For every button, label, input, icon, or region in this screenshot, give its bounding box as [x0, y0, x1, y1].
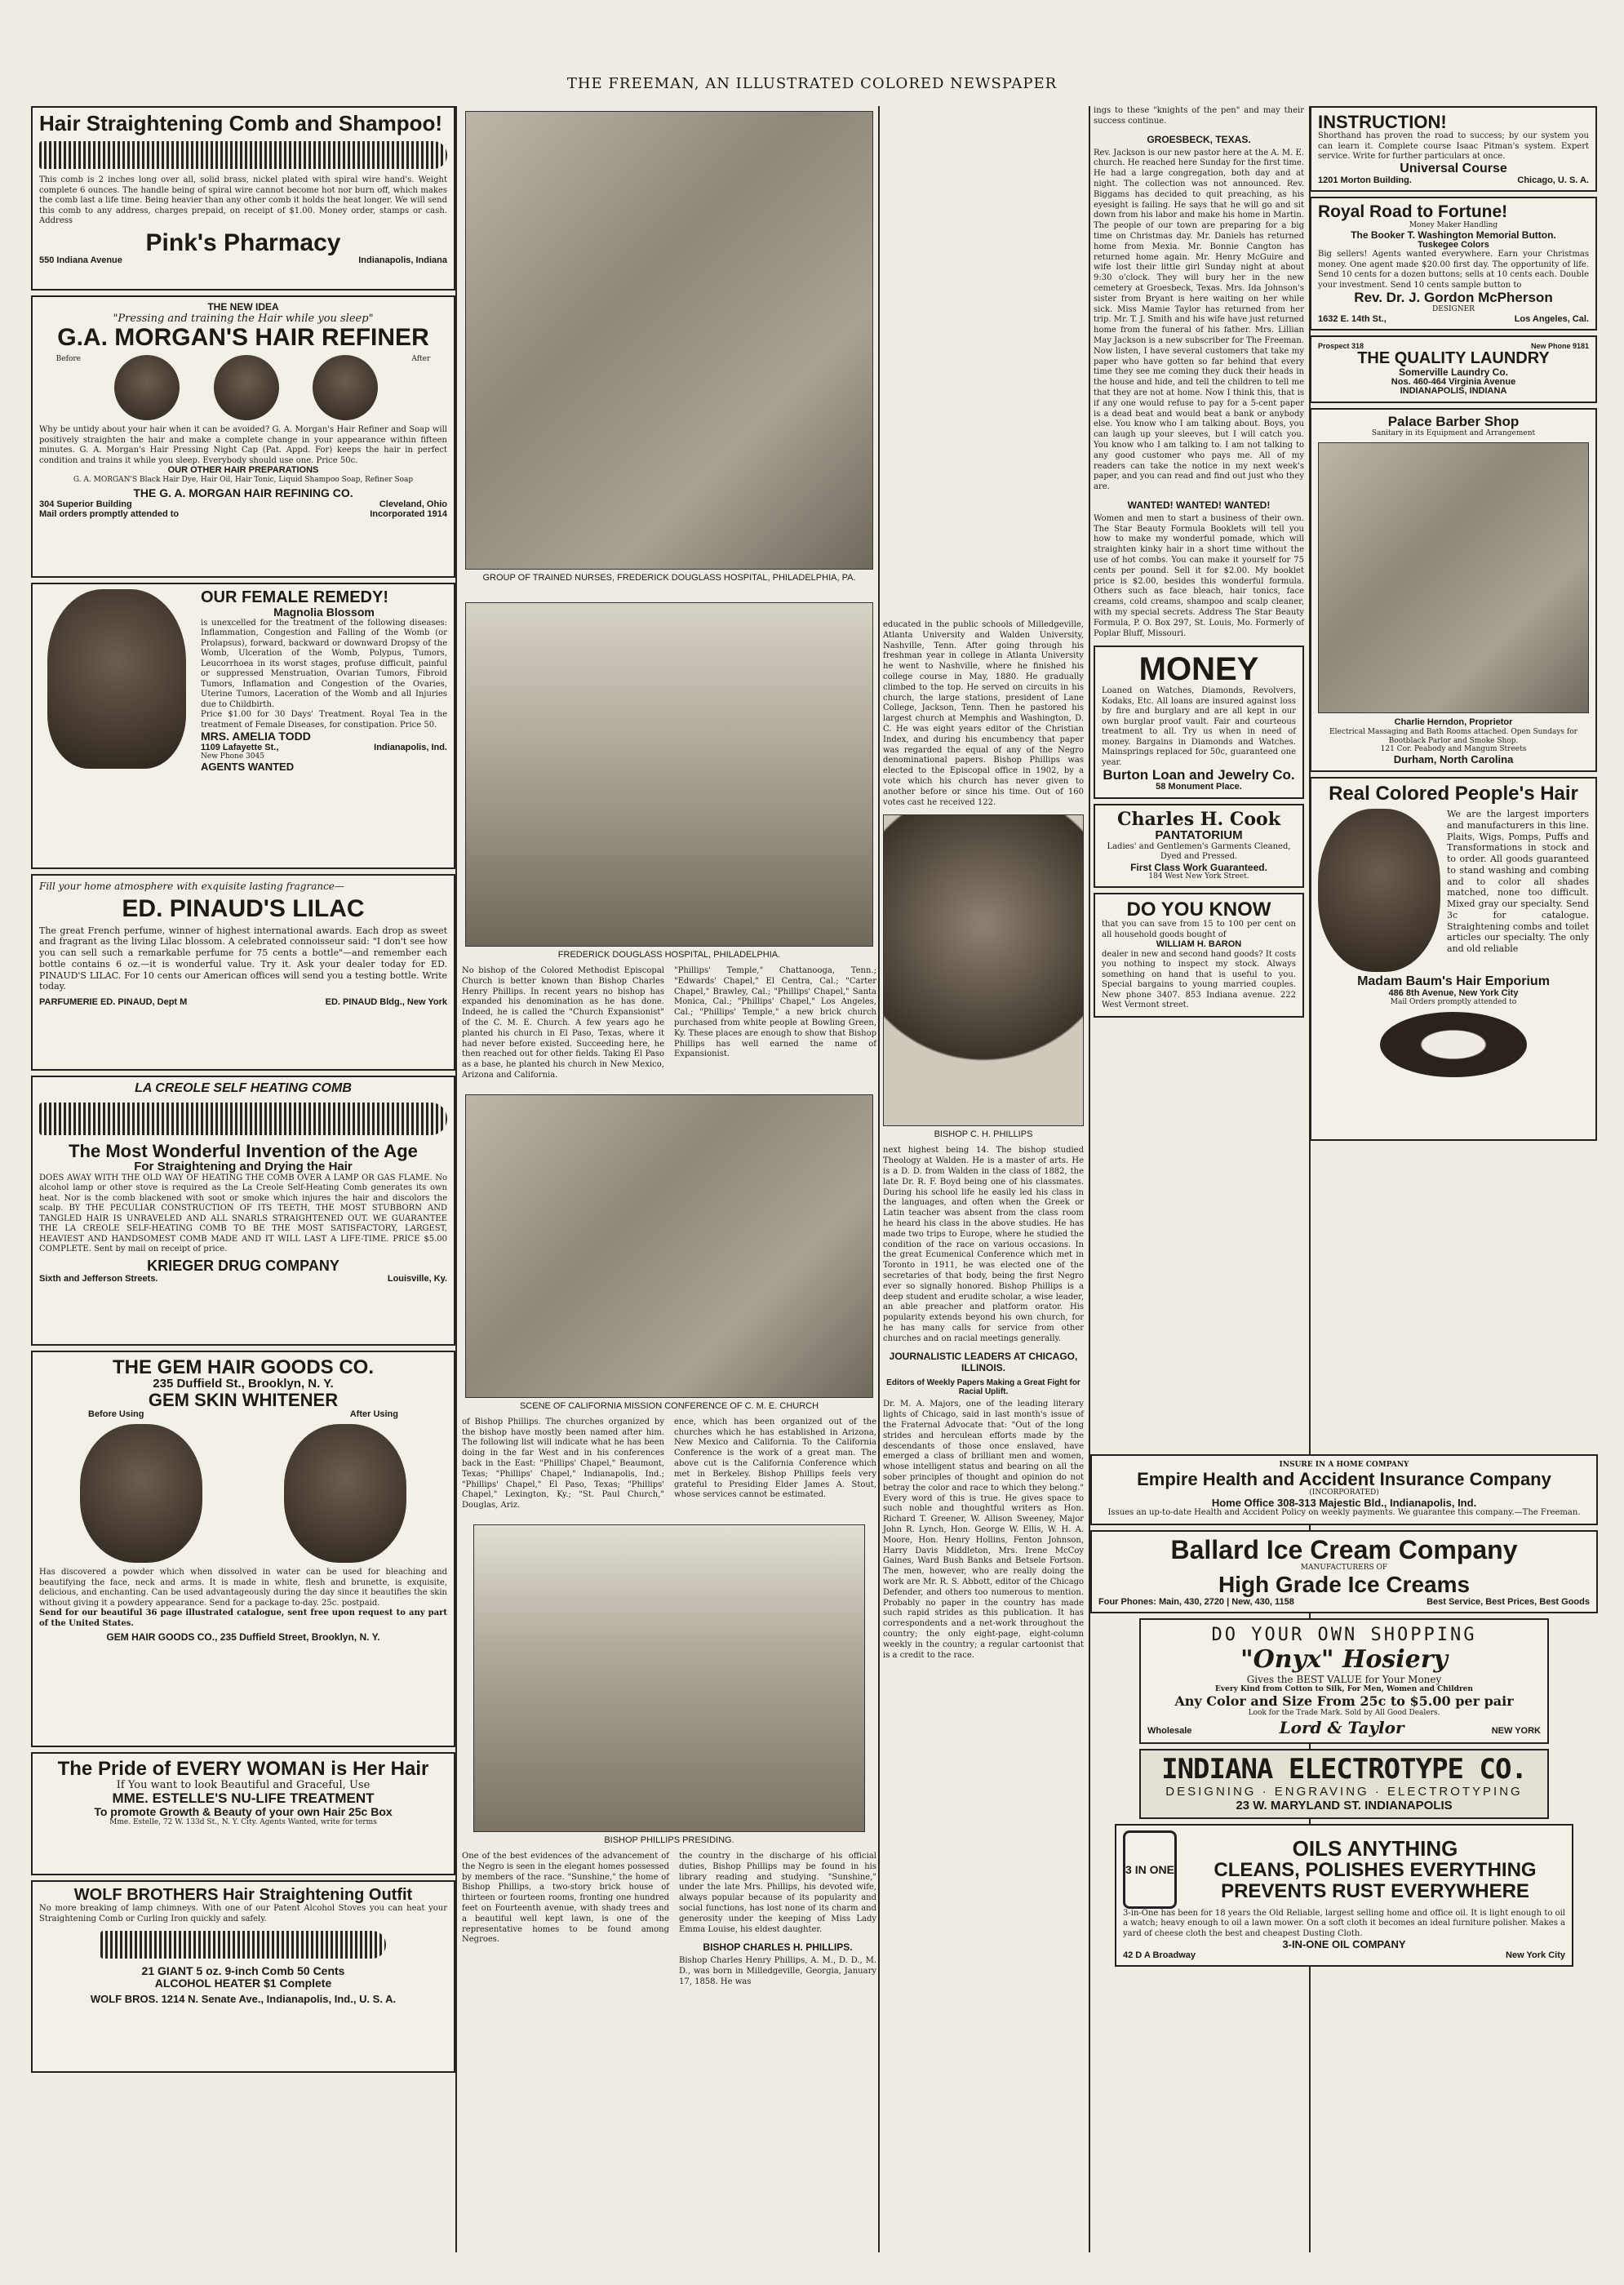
ad-product: The Booker T. Washington Memorial Button. — [1351, 229, 1556, 242]
ad-line: PREVENTS RUST EVERYWHERE — [1221, 1879, 1529, 1902]
ad-office: Home Office 308-313 Majestic Bld., Indianapolis, Ind. — [1211, 1496, 1477, 1509]
ad-gem-hair-goods — [31, 1351, 455, 1747]
ad-sub: Magnolia Blossom — [273, 606, 375, 619]
nurses-group-photo — [465, 111, 873, 570]
ad-body: Ladies' and Gentlemen's Garments Cleaned, Dyed and Pressed. — [1107, 841, 1291, 862]
ad-title: Hair Straightening Comb and Shampoo! — [39, 111, 443, 135]
ad-sub: Money Maker Handling — [1409, 221, 1498, 230]
ad-phones: Four Phones: Main, 430, 2720 | New, 430, 1158 — [1098, 1596, 1294, 1607]
ad-footer: WOLF BROS. 1214 N. Senate Ave., Indianapolis, Ind., U. S. A. — [90, 1993, 397, 2006]
ad-address: 1109 Lafayette St., — [201, 742, 279, 752]
ad-address: 304 Superior Building — [39, 499, 132, 510]
ad-address: 42 D A Broadway — [1123, 1950, 1196, 1961]
ad-footer: GEM HAIR GOODS CO., 235 Duffield Street, Brooklyn, N. Y. — [106, 1631, 380, 1644]
ad-title: DO YOU KNOW — [1126, 898, 1271, 921]
ad-title: The Pride of EVERY WOMAN is Her Hair — [57, 1758, 429, 1780]
ad-inc: Incorporated 1914 — [370, 509, 447, 520]
ad-name: Charlie Herndon, Proprietor — [1394, 717, 1513, 728]
ad-price: Any Color and Size From 25c to $5.00 per pair — [1174, 1693, 1514, 1710]
ad-title: Charles H. Cook — [1117, 808, 1280, 830]
ad-brand: "Onyx" Hosiery — [1240, 1644, 1448, 1674]
ad-lead: If You want to look Beautiful and Graceful, Use — [116, 1779, 371, 1792]
ad-empire-insurance — [1090, 1454, 1598, 1525]
ad-title: OUR FEMALE REMEDY! — [201, 588, 388, 606]
residence-photo — [473, 1524, 865, 1832]
ad-kicker: INSURE IN A HOME COMPANY — [1279, 1461, 1409, 1469]
ad-sub: PANTATORIUM — [1155, 827, 1243, 842]
ad-indiana-electrotype — [1139, 1749, 1549, 1819]
ad-estelle-nu-life — [31, 1752, 455, 1875]
ad-kicker: THE NEW IDEA — [207, 301, 279, 313]
comb-illustration — [39, 141, 447, 169]
ad-baron-goods — [1094, 893, 1304, 1018]
ad-instruction — [1310, 106, 1597, 192]
ad-body: Loaned on Watches, Diamonds, Revolvers, Kodaks, Etc. All loans are insured against loss by fire and burglary and are all kept in our own burglar proof vault. Fair and courteous treatment to all. Try us when in need of money. Bargains in Diamonds and Watches. Mainsprings replaced for 50c, guaranteed one year. — [1102, 686, 1296, 767]
article-text: Rev. Jackson is our new pastor here at the A. M. E. church. He reached here Sunday for the first time. He had a large congregation, both day and at night. The collection was not announced. Rev. Biggams has decided to quit preaching, as his eyesight is failing. He says that he will go and sit down from his labor and make his home in Martin. The people of our town are preparing for a big time on Christmas day. Mr. Daniels has returned home from Mexia. Mr. Bonnie Cangton has returned home again. Mr. Henry McGuire and wife lost their little girl Sunday night at about 9:30 o'clock. They will bury her in the new cemetery at Groesbeck, Texas. Mrs. Ida Johnson's sister from Bryant is here waiting on her while sick. Miss Mamie Taylor has returned from her trip. Mr. T. J. Smith and his wife have just returned home from the funeral of his father. Mrs. Lillian May Jackson is a new subscriber for The Freeman. Now listen, I have several customers that take my paper who have gotten so far behind that every time they see me coming they duck their heads in the house and hide, and tell the children to tell me that they are not at home. Now I think this, that is if any one would refuse to pay for a 5-cent paper is a dead beat and would beat a bank or anybody else. You know who I am talking about. Boys, you can laugh up your sleeves, but I will catch you. You know who I am talking to. I am not talking to any good customer who pays me. All of my readers can take the notice in my next week's paper, and you can read and find out just who they are. — [1094, 148, 1304, 492]
ad-pinaud-lilac — [31, 874, 455, 1071]
ad-name: Pink's Pharmacy — [145, 228, 341, 256]
ad-services: DESIGNING · ENGRAVING · ELECTROTYPING — [1165, 1784, 1523, 1799]
article-text: ings to these "knights of the pen" and may their success continue. — [1094, 106, 1304, 126]
bishop-portrait — [883, 814, 1084, 1126]
ad-city: Indianapolis, Indiana — [358, 255, 447, 266]
ad-address: 121 Cor. Peabody and Mangum Streets — [1380, 745, 1527, 754]
photo-caption: SCENE OF CALIFORNIA MISSION CONFERENCE OF C. M. E. CHURCH — [519, 1400, 819, 1411]
ad-title: Real Colored People's Hair — [1329, 782, 1578, 805]
ad-company: Madam Baum's Hair Emporium — [1357, 974, 1550, 989]
ad-price: 21 GIANT 5 oz. 9-inch Comb 50 Cents — [141, 1964, 345, 1977]
ad-pinks-pharmacy — [31, 106, 455, 291]
article-text: Dr. M. A. Majors, one of the leading literary lights of Chicago, said in last month's issue of the Fraternal Advocate that: "Out of the long strides and herculean efforts made by the descendants of those once enslaved, have emerged a class of brilliant men and women, whose intelligent status and bearing on all the sober principles of thought and opinion do not betray the color and race to which they belong." Every word of this is true. He gives space to such noble and thoughtful writers as Hon. Richard T. Greener, W. Allison Sweeney, Major John R. Lynch, Hon. George W. Ellis, W. H. A. Moore, Hon. Henry Hollins, Fenton Johnson, Harry Davis Middleton, Mrs. Irene McCoy Gaines, Ward Bush Banks and Betsele Fortson. The men, however, who are really doing the work are Mr. R. S. Abbott, editor of the Chicago Defender, and others too numerous to mention. Probably no paper in the country has made such rapid strides as this publication. It has correspondents and a net-work throughout the country; the only eight-page, eight-column weekly in the country; a regular cartoonist that is a credit to the race. — [883, 1400, 1084, 1660]
ad-three-in-one-oil — [1115, 1824, 1573, 1967]
section-heading: WANTED! WANTED! WANTED! — [1127, 499, 1271, 511]
ad-city: Los Angeles, Cal. — [1514, 314, 1589, 325]
ad-ballard-ice-cream — [1090, 1530, 1598, 1613]
photo-caption: BISHOP PHILLIPS PRESIDING. — [604, 1835, 734, 1845]
ad-more: dealer in new and second hand goods? It costs you nothing to inspect my stock. Always something on hand that is useful to you. Special bargains to young married couples. New phone 3407. 853 Indiana avenue. 222 West Vermont street. — [1102, 949, 1296, 1010]
ad-title: DO YOUR OWN SHOPPING — [1211, 1624, 1477, 1645]
ad-body: Electrical Massaging and Bath Rooms attached. Open Sundays for Bootblack Parlor and Smoke Shop. — [1329, 727, 1577, 745]
ad-line: CLEANS, POLISHES EVERYTHING — [1214, 1859, 1537, 1882]
ad-city: NEW YORK — [1491, 1726, 1541, 1737]
ad-name: WILLIAM H. BARON — [1156, 939, 1242, 950]
ad-footer-left: PARFUMERIE ED. PINAUD, Dept M — [39, 997, 188, 1007]
ad-company: Burton Loan and Jewelry Co. — [1103, 767, 1295, 783]
ad-address: 1632 E. 14th St., — [1318, 314, 1387, 325]
ad-lead: Fill your home atmosphere with exquisite lasting fragrance— — [39, 881, 344, 892]
photo-caption: FREDERICK DOUGLASS HOSPITAL, PHILADELPHIA. — [557, 950, 781, 960]
ad-address: 23 W. MARYLAND ST. INDIANAPOLIS — [1236, 1798, 1453, 1812]
ad-title: The Most Wonderful Invention of the Age — [69, 1140, 418, 1161]
comb-illustration — [39, 1103, 447, 1135]
ad-other-head: OUR OTHER HAIR PREPARATIONS — [167, 465, 319, 476]
ad-product: High Grade Ice Creams — [1218, 1572, 1471, 1598]
ad-title: INDIANA ELECTROTYPE CO. — [1161, 1753, 1527, 1786]
article-text: ence, which has been organized out of the churches which he has established in Arizona, New Mexico and California. To the California Conference is the work of a great man. The above cut is the California Conference which met in Berkeley. Bishop Phillips feels very grateful to Presiding Elder James A. Stout, whose services cannot be estimated. — [674, 1417, 876, 1500]
ad-wholesale: Wholesale — [1147, 1726, 1192, 1737]
ad-title: INSTRUCTION! — [1318, 112, 1447, 132]
wide-advertisements — [1090, 1454, 1598, 1972]
ad-slogan: "Pressing and training the Hair while you sleep" — [113, 312, 374, 325]
ad-city: Louisville, Ky. — [387, 1273, 447, 1284]
ad-body: This comb is 2 inches long over all, solid brass, nickel plated with spiral wire hand's. Weight complete 6 ounces. The handle being of spiral wire cannot become hot nor burn off, which makes the comb last a life time. Being heavier than any other comb it holds the heat longer. We will send this comb to any address, charges prepaid, on receipt of $1.00. Money order, stamps or cash. Address — [39, 175, 447, 226]
before-label: Before Using — [88, 1409, 144, 1420]
ad-mfg: MANUFACTURERS OF — [1300, 1564, 1388, 1573]
ad-palace-barber — [1310, 408, 1597, 772]
photo-caption: GROUP OF TRAINED NURSES, FREDERICK DOUGLASS HOSPITAL, PHILADELPHIA, PA. — [482, 573, 856, 583]
ad-city: New York City — [1506, 1950, 1565, 1961]
ad-mail: Mail Orders promptly attended to — [1390, 998, 1517, 1007]
article-text: Bishop Charles Henry Phillips, A. M., D. D., M. D., was born in Milledgeville, Georgia, January 17, 1858. He was — [679, 1956, 876, 1986]
ad-price: Price $1.00 for 30 Days' Treatment. Royal Tea in the treatment of Female Diseases, for constipation. Price 50. — [201, 710, 447, 730]
ad-title: MONEY — [1138, 651, 1259, 688]
ad-role: DESIGNER — [1432, 305, 1475, 314]
ad-la-creole-comb — [31, 1076, 455, 1346]
ad-madam-baum — [1310, 777, 1597, 1141]
ad-sub: For Straightening and Drying the Hair — [134, 1159, 353, 1174]
ad-title: G.A. MORGAN'S HAIR REFINER — [57, 323, 429, 351]
portrait-image — [284, 1424, 406, 1563]
masthead: THE FREEMAN, AN ILLUSTRATED COLORED NEWSPAPER — [566, 75, 1058, 92]
ad-address: 58 Monument Place. — [1156, 782, 1242, 792]
ad-company: THE G. A. MORGAN HAIR REFINING CO. — [133, 486, 353, 500]
ad-company: Lord & Taylor — [1279, 1718, 1404, 1738]
ad-footer-right: ED. PINAUD Bldg., New York — [325, 997, 447, 1007]
ad-sub: Somerville Laundry Co. — [1398, 366, 1509, 379]
column-advertisements-left — [31, 106, 455, 2078]
ad-body: Issues an up-to-date Health and Accident Policy on weekly payments. We guarantee this company.—The Freeman. — [1107, 1508, 1581, 1518]
photo-caption: BISHOP C. H. PHILLIPS — [934, 1129, 1033, 1140]
ad-title: Palace Barber Shop — [1387, 413, 1520, 429]
barber-shop-photo — [1318, 442, 1589, 713]
ad-promo: To promote Growth & Beauty of your own Hair 25c Box — [94, 1805, 393, 1819]
oil-can-icon: 3 IN ONE — [1123, 1830, 1177, 1909]
ad-line: OILS ANYTHING — [1292, 1836, 1458, 1861]
ad-sub: Sanitary in its Equipment and Arrangement — [1371, 428, 1536, 437]
ad-product: MME. ESTELLE'S NU-LIFE TREATMENT — [112, 1790, 375, 1807]
ad-morgan-hair-refiner — [31, 295, 455, 578]
ad-title: Royal Road to Fortune! — [1318, 202, 1508, 222]
article-text: No bishop of the Colored Methodist Episcopal Church is better known than Bishop Charles Henry Phillips. In recent years no bishop has expanded his denomination as he has done. Indeed, he is called the "Church Expansionist" of the C. M. E. Church. A few years ago he planted his church in El Paso, Texas, where it had never before existed. Succeeding here, he then reached out for other fields. Taking El Paso as a base, he planted his church in New Mexico, Arizona and California. — [462, 966, 664, 1080]
column-bishop-biography — [878, 106, 1089, 1667]
section-heading: BISHOP CHARLES H. PHILLIPS. — [703, 1941, 853, 1954]
ad-cook-pantatorium — [1094, 804, 1304, 888]
ad-colors: Tuskegee Colors — [1418, 239, 1489, 250]
ad-body: that you can save from 15 to 100 per cent on all household goods bought of — [1102, 920, 1296, 939]
ad-body: is unexcelled for the treatment of the following diseases: Inflammation, Congestion and Falling of the Womb (or Prolapsus), forward, backward or downward Dropsy of the Womb, Ulceration of the Womb, Polypus, Tumors, Leucorrhoea in its worst stages, profuse difficult, painful or suppressed Menstruation, Ovarian Tumors, Fibroid Tumors, Inflamation and Congestion of the Ovaries, Uterine Tumors, Laceration of the Womb and all Injuries due to Childbirth. — [201, 618, 447, 709]
article-text: One of the best evidences of the advancement of the Negro is seen in the elegant homes possessed by members of the race. "Sunshine," the home of Bishop Phillips, a two-story brick house of thirteen or fourteen rooms, fronting one hundred feet on Fourteenth avenue, with shady trees and a beautiful well kept lawn, is one of the representative homes to be found among Negroes. — [462, 1851, 669, 1945]
column-bishop-article — [457, 106, 881, 1994]
article-text: educated in the public schools of Milledgeville, Atlanta University and Walden University, Nashville, Tenn. After going through his freshman year in college in Atlanta University he went to Nashville, where he finished his college course in May, 1880. He gradually climbed to the top. He served on circuits in his church, the large stations, president of Lane College, Jackson, Tenn. Then he pastored his largest church at Memphis and Washington, D. C. He was eight years editor of the Christian Index, and during his encumbency that paper was regarded the equal of any of the Negro denominational papers. Bishop Phillips was elected to the Episcopal office in 1902, by a vote which his church has never given to another before or since his time. Out of 160 votes cast he received 122. — [883, 620, 1084, 807]
portrait-image — [313, 355, 378, 420]
portrait-image — [80, 1424, 202, 1563]
article-text: of Bishop Phillips. The churches organized by the bishop have mostly been named after him. The following list will indicate what he has been doing in the far West and in his conferences back in the East: "Phillips' Chapel," Beaumont, Texas; "Phillips' Chapel," Indianapolis, Ind.; "Phillips' Chapel," El Paso, Texas; "Phillips' Chapel," Lexington, Ky.; "St. Paul Church," Douglas, Ariz. — [462, 1417, 664, 1511]
ad-phone: New Phone 3045 — [201, 752, 264, 761]
ad-address: 550 Indiana Avenue — [39, 255, 122, 266]
ad-agents: AGENTS WANTED — [201, 760, 295, 773]
ad-city: Durham, North Carolina — [1393, 753, 1514, 766]
ad-address: 235 Duffield St., Brooklyn, N. Y. — [153, 1377, 334, 1391]
ad-city: Chicago, U. S. A. — [1517, 175, 1589, 186]
ad-address: Sixth and Jefferson Streets. — [39, 1273, 158, 1284]
ad-title: Ballard Ice Cream Company — [1170, 1534, 1518, 1564]
comb-illustration — [100, 1931, 386, 1959]
ad-name: MRS. AMELIA TODD — [201, 730, 311, 743]
ad-inc: (INCORPORATED) — [1309, 1488, 1379, 1497]
ad-footer: Mme. Estelle, 72 W. 133d St., N. Y. City. Agents Wanted, write for terms — [109, 1817, 377, 1826]
ad-quality-laundry — [1310, 335, 1597, 403]
column-local-news — [1089, 106, 1309, 1023]
portrait-row — [39, 355, 447, 420]
ad-burton-loan — [1094, 646, 1304, 798]
hospital-building-photo — [465, 602, 873, 947]
section-subheading: Editors of Weekly Papers Making a Great Fight for Racial Uplift. — [886, 1378, 1080, 1397]
ad-phone: New Phone 9181 — [1530, 342, 1589, 351]
article-text: "Phillips' Temple," Chattanooga, Tenn.; "Edwards' Chapel," El Centra, Cal.; "Carter Chapel," Brawley, Cal.; "Phillips' Chapel," Santa Monica, Cal.; "Phillips' Chapel," Los Angeles, Cal.; "Phillips' Temple," a new brick church purchased from white people at Bowling Green, Ky. These places are enough to show that Bishop Phillips has well earned the name of Expansionist. — [674, 966, 876, 1059]
ad-title: THE QUALITY LAUNDRY — [1357, 349, 1550, 368]
ad-body: We are the largest importers and manufacturers in this line. Plaits, Wigs, Pomps, Puffs and Transformations in stock and to order. All goods guaranteed to stand washing and combing and to color all shades matched, none too difficult. Mixed gray our specialty. Send 3c for catalogue. Straightening combs and toilet articles our specialty. The only and old reliable — [1447, 809, 1589, 955]
portrait-image — [47, 589, 186, 769]
ad-address: 1201 Morton Building. — [1318, 175, 1412, 186]
portrait-image — [1318, 809, 1440, 972]
ad-body: The great French perfume, winner of highest international awards. Each drop as sweet and fragrant as the living Lilac blossom. A celebrated connoisseur said: "I don't see how you can sell such a remarkable perfume for 75 cents a bottle"—and remember each bottle contains 6 oz.—it is wonderful value. Try it. Ask your dealer today for ED. PINAUD'S LILAC. For 10 cents our American offices will send you a testing bottle. Write today. — [39, 925, 447, 992]
ad-address: Nos. 460-464 Virginia Avenue — [1391, 376, 1516, 387]
ad-title: ED. PINAUD'S LILAC — [122, 895, 365, 922]
ad-kind: Every Kind from Cotton to Silk, For Men, Women and Children — [1215, 1684, 1473, 1693]
ad-body: Big sellers! Agents wanted everywhere. Earn your Christmas money. One agent made $20.00 first day. The opportunity of life. Send 10 cents for a dozen buttons; sells at 10 cents each. Double your investment. Send 10 cents sample button to — [1318, 250, 1589, 290]
ad-title: THE GEM HAIR GOODS CO. — [112, 1356, 374, 1378]
ad-title: Empire Health and Accident Insurance Company — [1137, 1468, 1551, 1489]
ad-body: No more breaking of lamp chimneys. With one of our Patent Alcohol Stoves you can heat your Straightening Comb or Curling Iron quickly and safely. — [39, 1904, 447, 1923]
column-advertisements-right — [1310, 106, 1597, 1146]
before-label: Before — [55, 355, 81, 364]
ad-slogan: Best Service, Best Prices, Best Goods — [1427, 1596, 1590, 1607]
ad-company: 3-IN-ONE OIL COMPANY — [1282, 1938, 1406, 1951]
article-text: the country in the discharge of his official duties, Bishop Phillips may be found in his library reading and studying. "Sunshine," under the late Mrs. Phillips, his devoted wife, always popular because of its popularity and social functions, has lost none of its charm and generosity under the keeping of Miss Lady Emma Louise, his eldest daughter. — [679, 1851, 876, 1934]
ad-prospect: Prospect 318 — [1318, 342, 1364, 351]
ad-body: Has discovered a powder which when dissolved in water can be used for bleaching and beautifying the face, neck and arms. It is made in white, flesh and brunette, is exquisite, delicious, and enchanting. Can be used advantageously during the day since it beautifies the skin without giving it a powdery appearance. Send for a package to-day. 25c. postpaid. — [39, 1568, 447, 1608]
ad-title: WOLF BROTHERS Hair Straightening Outfit — [73, 1886, 413, 1904]
ad-onyx-hosiery — [1139, 1618, 1549, 1745]
ad-body: Shorthand has proven the road to success; by our system you can learn it. Complete course Isaac Pitman's system. Expert service. Write for further particulars at once. — [1318, 131, 1589, 162]
ad-course: Universal Course — [1400, 161, 1507, 175]
ad-look: Look for the Trade Mark. Sold by All Good Dealers. — [1248, 1709, 1440, 1718]
portrait-image — [214, 355, 279, 420]
ad-wolf-brothers — [31, 1880, 455, 2073]
ad-value: Gives the BEST VALUE for Your Money — [1246, 1673, 1442, 1685]
ad-guarantee: First Class Work Guaranteed. — [1130, 861, 1267, 873]
after-label: After Using — [349, 1409, 398, 1420]
conference-photo — [465, 1094, 873, 1398]
ad-name: Rev. Dr. J. Gordon McPherson — [1354, 290, 1553, 306]
hair-switch-illustration — [1380, 1012, 1527, 1077]
section-heading: GROESBECK, TEXAS. — [1147, 133, 1251, 145]
ad-catalog: Send for our beautiful 36 page illustrated catalogue, sent free upon request to any part of the United States. — [39, 1608, 447, 1628]
ad-company: KRIEGER DRUG COMPANY — [147, 1257, 339, 1274]
ad-price: ALCOHOL HEATER $1 Complete — [154, 1976, 332, 1990]
section-heading: JOURNALISTIC LEADERS AT CHICAGO, ILLINOIS. — [889, 1351, 1078, 1374]
ad-other-list: G. A. MORGAN'S Black Hair Dye, Hair Oil, Hair Tonic, Liquid Shampoo Soap, Refiner Soap — [73, 475, 414, 484]
article-text: next highest being 14. The bishop studied Theology at Walden. He is a master of arts. He is a D. D. from Walden in the class of 1882, the late Dr. R. F. Boyd being one of his classmates. During his school life he easily led his class in the languages, and often when the Greek or Latin teacher was absent from the class room he heard his class in the above studies. He has made two trips to Europe, where he studied the condition of the race on various occasions. In the great Ecumenical Conference which met in Toronto in 1911, he was elected one of the secretaries of that body, being the first Negro ever so signally honored. Bishop Phillips is a deep student and erudite scholar, a wise leader, an able preacher and platform orator. His popularity extends beyond his own church, for he has many calls for service from other churches and on racial meetings generally. — [883, 1146, 1084, 1343]
ad-city: Indianapolis, Ind. — [374, 742, 447, 752]
ad-product: GEM SKIN WHITENER — [148, 1389, 339, 1410]
ad-address: 486 8th Avenue, New York City — [1388, 987, 1519, 998]
after-label: After — [411, 355, 431, 364]
ad-note: Mail orders promptly attended to — [39, 509, 180, 520]
ad-female-remedy — [31, 583, 455, 869]
ad-brand: LA CREOLE SELF HEATING COMB — [135, 1081, 352, 1095]
ad-city: INDIANAPOLIS, INDIANA — [1400, 386, 1507, 397]
ad-body: DOES AWAY WITH THE OLD WAY OF HEATING THE COMB OVER A LAMP OR GAS FLAME. No alcohol lamp or other stove is required as the La Creole Self-Heating Comb generates its own heat. Nor is the comb blackened with soot or smoke which injures the hair and discolors the scalp. BY THE PECULIAR CONSTRUCTION OF ITS TEETH, THE MOST STUBBORN AND TANGLED HAIR IS UNRAVELED AND ALL SNARLS STRAIGHTENED OUT. WE GUARANTEE THE LA CREOLE SELF-HEATING COMB TO BE THE MOST SATISFACTORY, LARGEST, HEAVIEST AND HANDSOMEST COMB MADE AND IT WILL LAST A LIFE-TIME. PRICE $5.00 COMPLETE. Sent by mail on receipt of price. — [39, 1173, 447, 1254]
ad-royal-road — [1310, 197, 1597, 331]
ad-body: Why be untidy about your hair when it can be avoided? G. A. Morgan's Hair Refiner and Soap will positively straighten the hair and make a complete change in your appearance within fifteen minutes. G. A. Morgan's Hair Pressing Night Cap (Pat. Appd. For) keeps the hair in perfect condition and trains it while you sleep. Everybody should use one. Price 50c. — [39, 425, 447, 465]
ad-city: Cleveland, Ohio — [379, 499, 447, 510]
article-text: Women and men to start a business of their own. The Star Beauty Formula Booklets will tell you how to make my wonderful pomade, which will straighten kinky hair in a short time without the use of hot combs. You can make it yourself for 75 cents per pound. Sell it for $2.00. My booklet price is $2.00, besides this wonderful formula. Others such as face bleach, hair tonics, face creams, cold creams, shampoo and scalp cleaner, with my special secrets. Address The Star Beauty Formula, P. O. Box 297, St. Louis, Mo. Formerly of Poplar Bluff, Missouri. — [1094, 513, 1304, 638]
portrait-row — [39, 1424, 447, 1563]
ad-body: 3-in-One has been for 18 years the Old Reliable, largest selling home and office oil. It is light enough to oil a watch; heavy enough to oil a lawn mower. On a soft cloth it becomes an ideal furniture polisher. Makes a yard of cheese cloth the best and cheapest Dusting Cloth. — [1123, 1908, 1565, 1938]
ad-address: 184 West New York Street. — [1148, 872, 1249, 881]
portrait-image — [114, 355, 180, 420]
